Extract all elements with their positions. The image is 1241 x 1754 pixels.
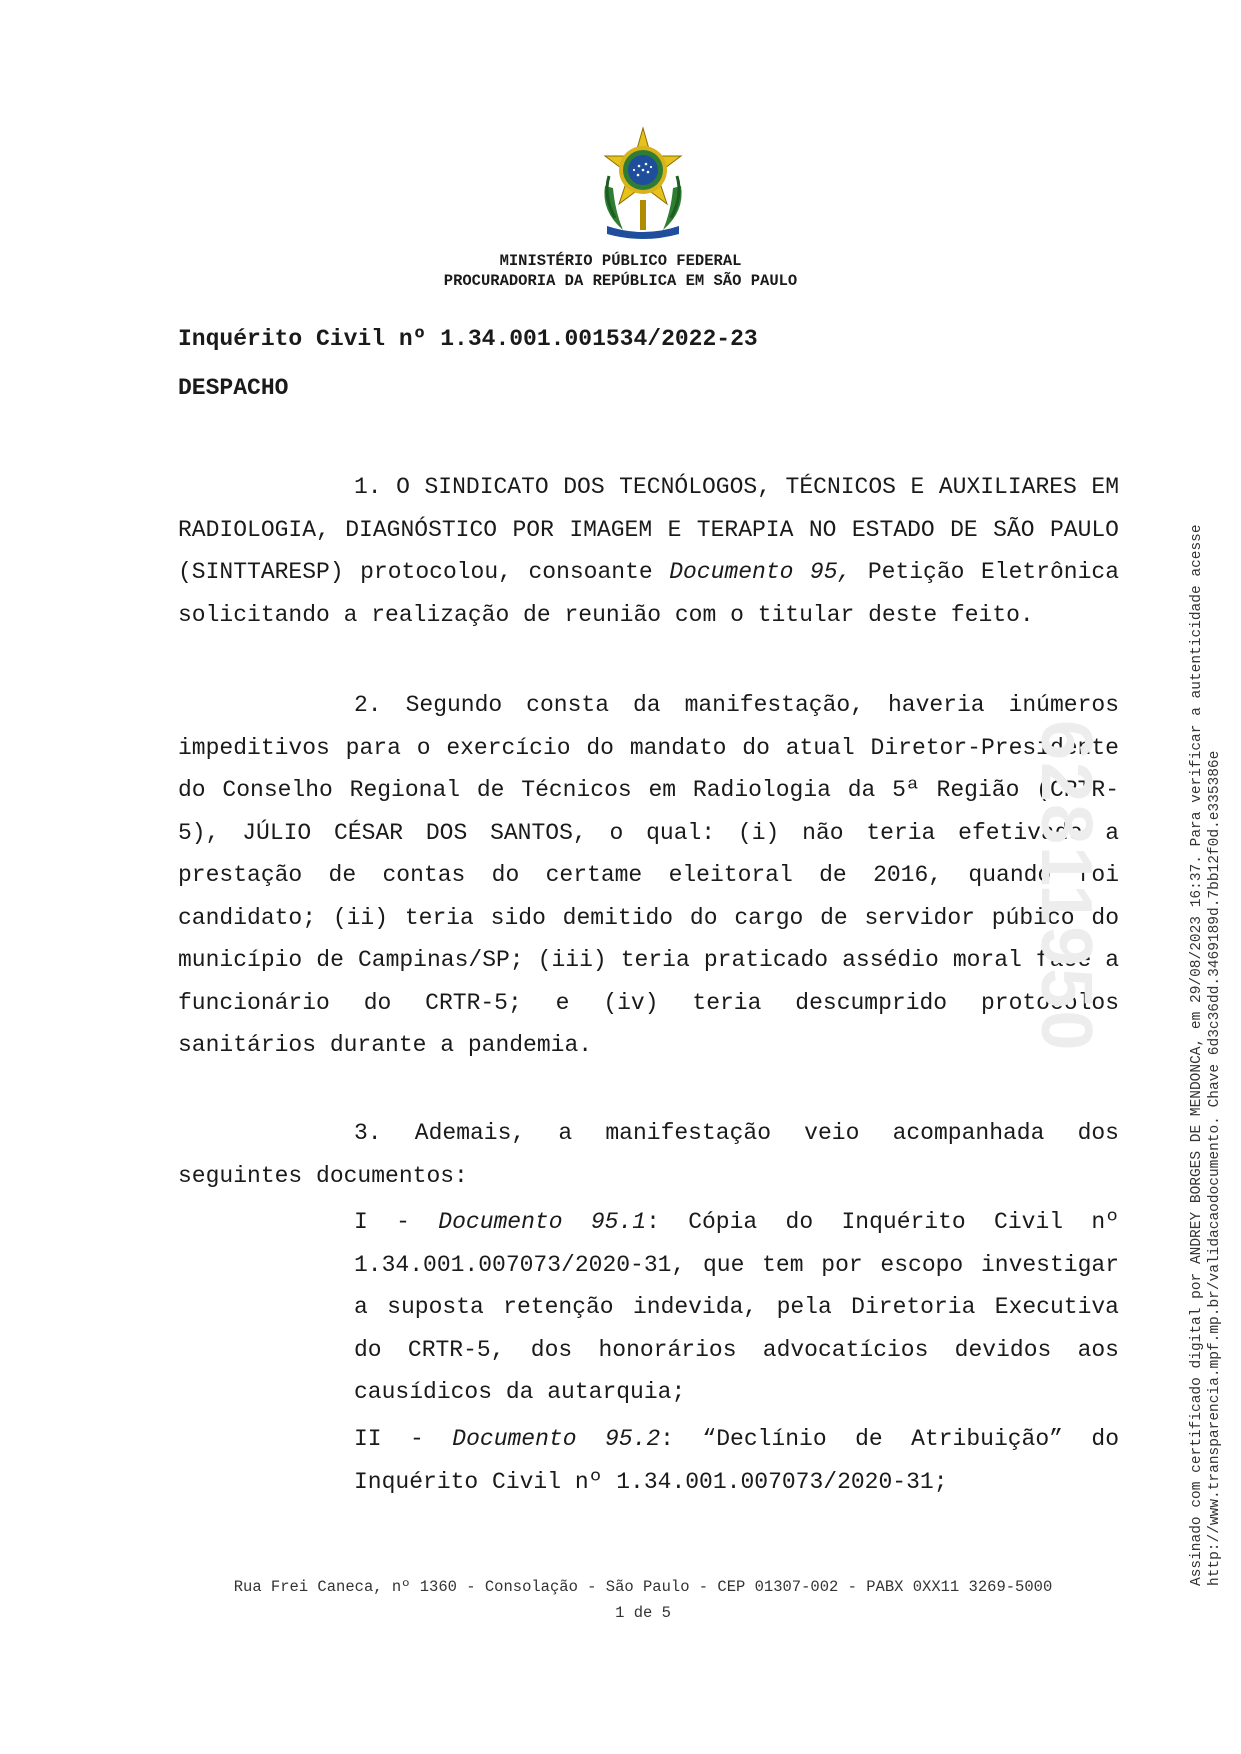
list-item-text: : Cópia do Inquérito Civil nº 1.34.001.007073/2020-31, que tem por escopo investigar a suposta retenção indevida, pela Diretoria Executiva do CRTR-5, dos honorários advocatícios devidos aos causídicos da autarquia; [354, 1209, 1120, 1405]
list-item [354, 1201, 1119, 1414]
paragraph-3 [178, 1112, 1119, 1197]
paragraph-3-text: 3. Ademais, a manifestação veio acompanhada dos seguintes documentos: [178, 1120, 1119, 1189]
list-item-prefix: I - [354, 1209, 439, 1235]
document-id-watermark: 62811950 [1026, 720, 1106, 1053]
paragraph-2 [178, 684, 1119, 1067]
digital-signature-notice [1188, 524, 1224, 1586]
footer-address: Rua Frei Caneca, nº 1360 - Consolação - São Paulo - CEP 01307-002 - PABX 0XX11 3269-5000 [233, 1578, 1053, 1596]
brazil-coat-of-arms-icon [593, 126, 693, 244]
document-title: Inquérito Civil nº 1.34.001.001534/2022-23 [178, 326, 758, 352]
document-reference: Documento 95, [669, 559, 852, 585]
paragraph-1 [178, 466, 1119, 636]
paragraph-2-text: 2. Segundo consta da manifestação, haveria inúmeros impeditivos para o exercício do mandato do atual Diretor-Presidente do Conselho Regional de Técnicos em Radiologia da 5ª Região (CRTR-5), JÚLIO CÉSAR DOS SANTOS, o qual: (i) não teria efetivado a prestação de contas do certame eleitoral de 2016, quando foi candidato; (ii) teria sido demitido do cargo de servidor púbico do município de Campinas/SP; (iii) teria praticado assédio moral face a funcionário do CRTR-5; e (iv) teria descumprido protocolos sanitários durante a pandemia. [178, 692, 1119, 1058]
paragraph-1-text-end: Petição Eletrônica solicitando a realização de reunião com o titular deste feito. [178, 559, 1119, 628]
page-number: 1 de 5 [615, 1604, 671, 1622]
document-reference: Documento 95.2 [452, 1426, 661, 1452]
validation-link[interactable]: http://www.transparencia.mpf.mp.br/validacaodocumento. Chave 6d3c36dd.3469189d.7bb12f0d.e335386e [1207, 750, 1223, 1586]
document-reference: Documento 95.1 [438, 1209, 647, 1235]
organization-name: MINISTÉRIO PÚBLICO FEDERAL [499, 252, 742, 270]
list-item-text: : “Declínio de Atribuição” do Inquérito Civil nº 1.34.001.007073/2020-31; [354, 1426, 1119, 1495]
document-type: DESPACHO [178, 375, 289, 401]
organization-unit: PROCURADORIA DA REPÚBLICA EM SÃO PAULO [443, 272, 798, 290]
list-item-prefix: II - [354, 1426, 453, 1452]
paragraph-1-text: 1. O SINDICATO DOS TECNÓLOGOS, TÉCNICOS E AUXILIARES EM RADIOLOGIA, DIAGNÓSTICO POR IMAGEM E TERAPIA NO ESTADO DE SÃO PAULO (SINTTARESP) protocolou, consoante [178, 474, 1119, 585]
signature-line: Assinado com certificado digital por ANDREY BORGES DE MENDONCA, em 29/08/2023 16:37. Para verificar a autenticidade acesse [1189, 524, 1205, 1586]
list-item [354, 1418, 1119, 1503]
